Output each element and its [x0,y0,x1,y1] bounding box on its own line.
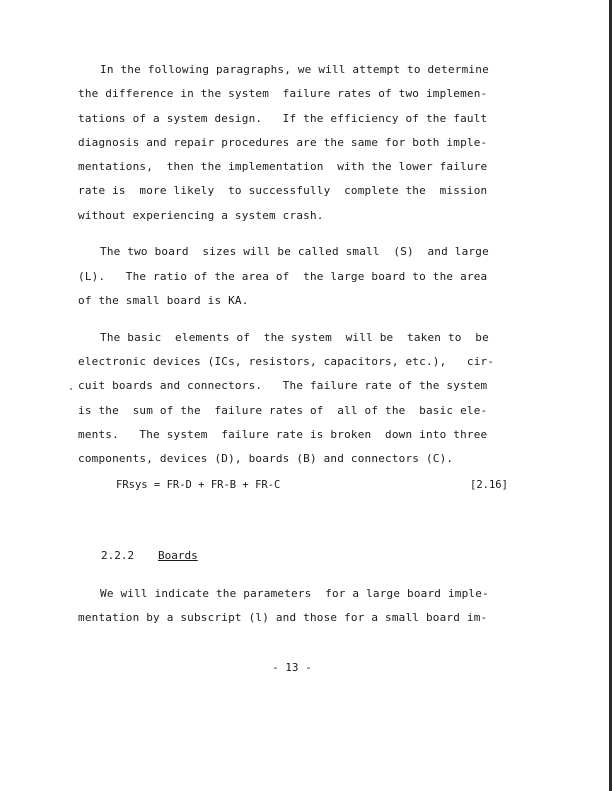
text-line: tations of a system design. If the efficiency of the fault [78,112,488,125]
text-line: components, devices (D), boards (B) and connectors (C). [78,452,454,465]
text-line: cuit boards and connectors. The failure rate of the system [78,379,488,392]
equation-number: [2.16] [470,479,508,491]
text-line: mentation by a subscript (l) and those for a small board im- [78,611,488,624]
section-number: 2.2.2 [101,549,135,562]
page-number: - 13 - [272,661,312,674]
text-line: rate is more likely to successfully complete the mission [78,184,488,197]
text-line: (L). The ratio of the area of the large board to the area [78,270,488,283]
scan-speck [70,388,72,390]
section-title: Boards [158,549,198,562]
text-line: is the sum of the failure rates of all of the basic ele- [78,404,488,417]
text-line: of the small board is KA. [78,294,249,307]
text-line: ments. The system failure rate is broken down into three [78,428,488,441]
text-line: The two board sizes will be called small (S) and large [100,245,489,258]
text-line: the difference in the system failure rates of two implemen- [78,87,488,100]
text-line: without experiencing a system crash. [78,209,324,222]
text-line: In the following paragraphs, we will attempt to determine [100,63,489,76]
text-line: mentations, then the implementation with the lower failure [78,160,488,173]
text-line: diagnosis and repair procedures are the same for both imple- [78,136,488,149]
text-line: We will indicate the parameters for a large board imple- [100,587,489,600]
equation: FRsys = FR-D + FR-B + FR-C [116,479,281,491]
text-line: The basic elements of the system will be taken to be [100,331,489,344]
text-line: electronic devices (ICs, resistors, capacitors, etc.), cir- [78,355,495,368]
